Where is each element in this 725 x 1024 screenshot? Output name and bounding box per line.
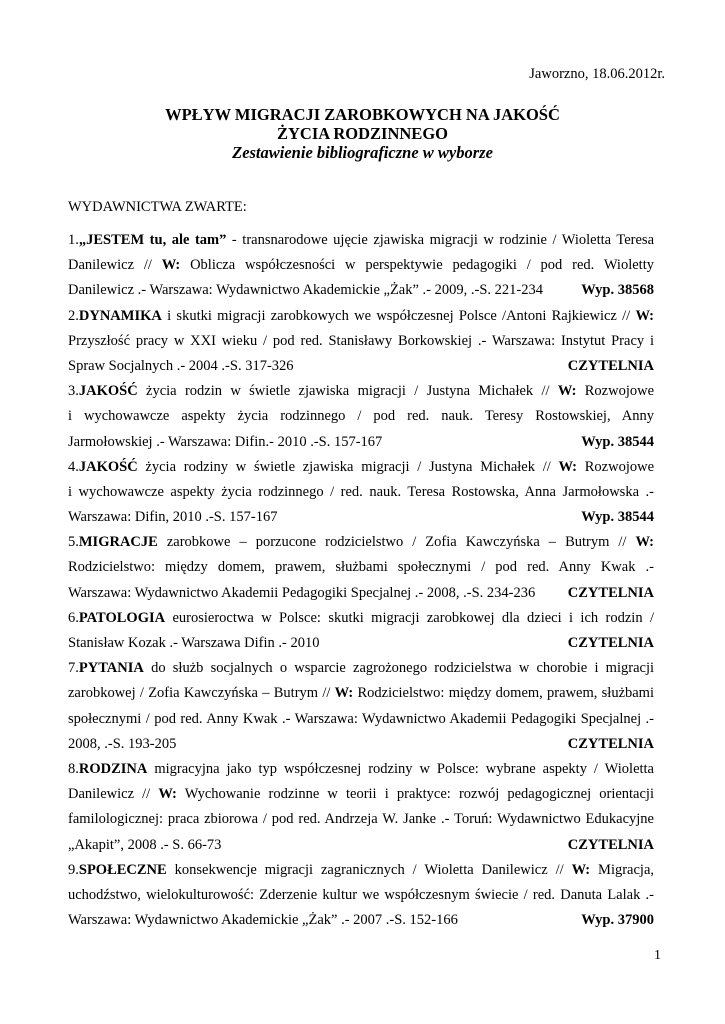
entry-number: 9. xyxy=(68,861,79,878)
entry-line-text: Warszawa: Wydawnictwo Akademickie „Żak” .- 2007 .-S. 152-166 xyxy=(68,912,458,929)
page-number: 1 xyxy=(654,948,661,963)
entry-keyword: RODZINA xyxy=(78,760,148,777)
entry-line-text: zarobkowej / Zofia Kawczyńska – Butrym // xyxy=(68,685,335,702)
entry-line-text: konsekwencje migracji zagranicznych / Wioletta Danilewicz // xyxy=(166,861,572,878)
entry-line xyxy=(68,354,654,379)
entry-line xyxy=(68,908,654,933)
entry-availability: Wyp. 38544 xyxy=(581,509,654,526)
entry-availability: CZYTELNIA xyxy=(567,635,654,651)
entry-line xyxy=(68,404,654,429)
bibliography-entry xyxy=(68,606,654,656)
entry-availability: Wyp. 38544 xyxy=(581,433,654,450)
bibliography-entry xyxy=(68,379,654,455)
entry-number: 7. xyxy=(68,660,79,677)
entry-line-text: uchodźstwo, wielokulturowość: Zderzenie kultur we współczesnym świecie / red. Danuta Lalak .- xyxy=(68,886,654,903)
entry-line-text: Danilewicz .- Warszawa: Wydawnictwo Akademickie „Żak” .- 2009, .-S. 221-234 xyxy=(68,282,543,299)
document-title-line-1: WPŁYW MIGRACJI ZAROBKOWYCH NA JAKOŚĆ xyxy=(165,105,560,124)
entry-line xyxy=(68,757,654,782)
entry-keyword: PYTANIA xyxy=(78,660,144,677)
entry-line xyxy=(68,631,654,656)
entry-number: 8. xyxy=(68,760,79,777)
entry-in-marker: W: xyxy=(158,786,177,803)
entry-line xyxy=(68,555,654,580)
entry-line xyxy=(68,782,654,807)
entry-line-text: 2008, .-S. 193-205 xyxy=(68,735,177,752)
section-heading xyxy=(68,199,247,216)
entry-line-text: eurosieroctwa w Polsce: skutki migracji zarobkowej dla dzieci i ich rodzin / xyxy=(165,609,654,626)
bibliography-entry xyxy=(68,530,654,606)
entry-keyword: „JESTEM tu, ale tam” xyxy=(78,232,227,248)
entry-line-text: do służb socjalnych o wsparcie zagrożonego rodzicielstwa w chorobie i migracji xyxy=(143,660,654,677)
entry-line-text: i wychowawcze aspekty życia rodzinnego / red. nauk. Teresa Rostowska, Anna Jarmołowska .- xyxy=(68,483,654,500)
entry-keyword: MIGRACJE xyxy=(78,534,158,551)
bibliography-entry xyxy=(68,656,654,757)
bibliography-entry xyxy=(68,304,654,380)
entry-line xyxy=(68,455,654,480)
entry-line xyxy=(68,707,654,732)
entry-keyword: PATOLOGIA xyxy=(78,609,166,626)
entry-keyword: JAKOŚĆ xyxy=(78,383,138,400)
entry-line xyxy=(68,379,654,404)
bibliography-entry xyxy=(68,858,654,934)
entry-availability: Wyp. 38568 xyxy=(581,282,654,299)
entry-line-text: zarobkowe – porzucone rodzicielstwo / Zofia Kawczyńska – Butrym // xyxy=(157,534,636,551)
entry-line-text: migracyjna jako typ współczesnej rodziny w Polsce: wybrane aspekty / Wioletta xyxy=(147,760,654,777)
document-subtitle: Zestawienie bibliograficzne w wyborze xyxy=(232,143,493,162)
entry-in-marker: W: xyxy=(635,307,654,324)
bibliography-entry xyxy=(68,455,654,531)
document-title-line-2: ŻYCIA RODZINNEGO xyxy=(277,124,448,143)
entry-keyword: SPOŁECZNE xyxy=(78,861,167,878)
entry-line-text: Jarmołowskiej .- Warszawa: Difin.- 2010 .-S. 157-167 xyxy=(68,433,383,450)
entry-line-text: Stanisław Kozak .- Warszawa Difin .- 2010 xyxy=(68,635,320,651)
entry-availability: Wyp. 37900 xyxy=(581,912,654,929)
entry-line xyxy=(68,883,654,908)
entry-in-marker: W: xyxy=(635,534,654,551)
entry-line xyxy=(68,304,654,329)
entry-line-text: Rodzicielstwo: między domem, prawem, służbami xyxy=(353,685,654,702)
entry-line-text: Rozwojowe xyxy=(577,458,655,475)
entry-in-marker: W: xyxy=(161,257,181,274)
entry-availability: CZYTELNIA xyxy=(567,836,654,853)
entry-line-text: i skutki migracji zarobkowych we współczesnej Polsce /Antoni Rajkiewicz // xyxy=(161,307,636,324)
entry-availability: CZYTELNIA xyxy=(567,735,654,752)
entry-line-text: Oblicza współczesności w perspektywie pedagogiki / pod red. Wioletty xyxy=(180,257,654,274)
entry-line xyxy=(68,656,654,681)
bibliography-list xyxy=(68,228,654,933)
entry-line xyxy=(68,480,654,505)
entry-line-text: Warszawa: Wydawnictwo Akademii Pedagogiki Specjalnej .- 2008, .-S. 234-236 xyxy=(68,584,536,601)
entry-line-text: społecznymi / pod red. Anny Kwak .- Warszawa: Wydawnictwo Akademii Pedagogiki Specjalnej .- xyxy=(68,710,654,727)
entry-keyword: DYNAMIKA xyxy=(78,307,162,324)
entry-line-text: - transnarodowe ujęcie zjawiska migracji w rodzinie / Wioletta Teresa xyxy=(226,232,655,248)
entry-line xyxy=(68,681,654,706)
entry-line-text: Warszawa: Difin, 2010 .-S. 157-167 xyxy=(68,509,278,526)
entry-number: 1. xyxy=(68,232,79,248)
bibliography-entry xyxy=(68,757,654,858)
entry-line-text: familologicznej: praca zbiorowa / pod red. Andrzeja W. Janke .- Toruń: Wydawnictwo Edukacyjne xyxy=(68,811,654,828)
entry-availability: CZYTELNIA xyxy=(567,357,654,374)
entry-line xyxy=(68,505,654,530)
entry-in-marker: W: xyxy=(558,458,578,475)
entry-line-text: Rozwojowe xyxy=(576,383,654,400)
entry-number: 4. xyxy=(68,458,79,475)
entry-line-text: Wychowanie rodzinne w teorii i praktyce: rozwój pedagogicznej orientacji xyxy=(176,786,654,803)
section-heading-label: WYDAWNICTWA ZWARTE xyxy=(68,199,243,215)
entry-line-text: Danilewicz // xyxy=(68,786,159,803)
entry-line-text: i wychowawcze aspekty życia rodzinnego / pod red. nauk. Teresy Rostowskiej, Anny xyxy=(68,408,654,425)
entry-number: 6. xyxy=(68,609,79,626)
section-heading-colon: : xyxy=(242,199,247,215)
entry-in-marker: W: xyxy=(334,685,354,702)
entry-line-text: życia rodziny w świetle zjawiska migracji / Justyna Michałek // xyxy=(137,458,559,475)
entry-line-text: Rodzicielstwo: między domem, prawem, służbami społecznymi / pod red. Anny Kwak .- xyxy=(68,559,654,576)
entry-line xyxy=(68,278,654,303)
entry-line-text: Danilewicz // xyxy=(68,257,162,274)
document-date: Jaworzno, 18.06.2012r. xyxy=(529,66,665,82)
entry-line xyxy=(68,807,654,832)
entry-keyword: JAKOŚĆ xyxy=(78,458,138,475)
entry-line xyxy=(68,606,654,631)
entry-number: 2. xyxy=(68,307,79,324)
entry-line xyxy=(68,858,654,883)
entry-line xyxy=(68,833,654,858)
bibliography-entry xyxy=(68,228,654,304)
entry-line xyxy=(68,329,654,354)
entry-line-text: Spraw Socjalnych .- 2004 .-S. 317-326 xyxy=(68,357,294,374)
entry-line-text: „Akapit”, 2008 .- S. 66-73 xyxy=(68,836,222,853)
entry-line xyxy=(68,581,654,606)
entry-line-text: Migracja, xyxy=(590,861,655,878)
entry-in-marker: W: xyxy=(557,383,577,400)
entry-line xyxy=(68,530,654,555)
entry-line-text: życia rodzin w świetle zjawiska migracji / Justyna Michałek // xyxy=(137,383,558,400)
entry-line xyxy=(68,430,654,455)
entry-line-text: Przyszłość pracy w XXI wieku / pod red. Stanisławy Borkowskiej .- Warszawa: Instytut Pracy i xyxy=(68,332,654,349)
entry-number: 5. xyxy=(68,534,79,551)
entry-availability: CZYTELNIA xyxy=(567,584,654,601)
entry-in-marker: W: xyxy=(571,861,591,878)
entry-number: 3. xyxy=(68,383,79,400)
entry-line xyxy=(68,228,654,253)
entry-line xyxy=(68,253,654,278)
entry-line xyxy=(68,732,654,757)
